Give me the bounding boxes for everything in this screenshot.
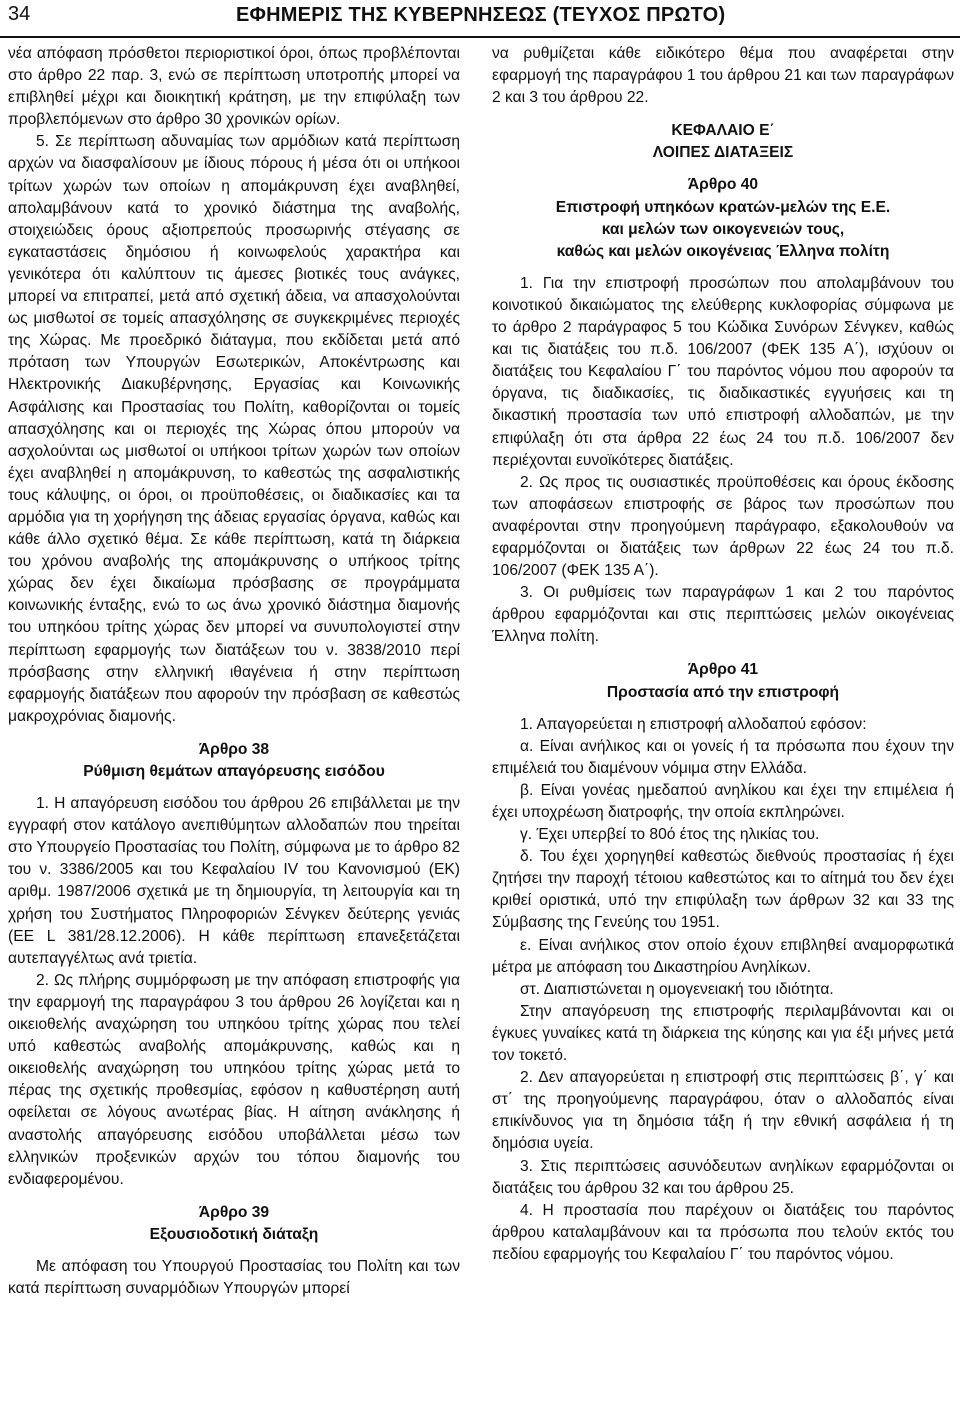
article-38-title: Άρθρο 38	[198, 740, 270, 758]
paragraph: 2. Ως πλήρης συμμόρφωση με την απόφαση επιστροφής για την εφαρμογή της παραγράφου 3 του άρθρου 26 λογίζεται και η οικειοθελής αναχώρηση του υπηκόου τρίτης χώρας που τελεί υπό καθεστώς αναβολής απομάκρυνσης, καθώς και η οικειοθελής αναχώρηση του υπηκόου τρίτης χώρας μετά το πέρας της σχετικής προθεσμίας, εφόσον η καθυστέρηση αυτή οφείλεται σε λόγους ανωτέρας βίας. Η αίτηση ανάκλησης ή αναστολής απαγόρευσης εισόδου υποβάλλεται μέσω των ελληνικών προξενικών αρχών του τόπου διαμονής του ενδιαφερομένου.	[8, 971, 460, 1188]
paragraph: 5. Σε περίπτωση αδυναμίας των αρμόδιων κατά περίπτωση αρχών να διασφαλίσουν με ίδιους πόρους ή μέσα ότι οι υπήκοοι τρίτων χωρών των οποίων η απομάκρυνση έχει αναβληθεί, απολαμβάνουν κατά το χρονικό διάστημα της αναβολής, στοιχειώδεις όρους αξιοπρεπούς προσωρινής στέγασης σε εγκαταστάσεις δημόσιου ή κοινωφελούς χαρακτήρα και γενικότερα ότι καλύπτουν τις άμεσες βιοτικές τους ανάγκες, μπορεί να επιτραπεί, μετά από σχετική άδεια, να απασχολούνται ως μισθωτοί σε τομείς απασχόλησης σε συγκεκριμένες περιοχές της Χώρας. Με προεδρικό διάταγμα, που εκδίδεται μετά από πρόταση των Υπουργών Εσωτερικών, Αποκέντρωσης και Ηλεκτρονικής Διακυβέρνησης, Εργασίας και Κοινωνικής Ασφάλισης και Προστασίας του Πολίτη, καθορίζονται οι τομείς απασχόλησης και οι περιοχές της Χώρας όπου μπορούν να ασχολούνται ως μισθωτοί οι υπήκοοι τρίτων χωρών των οποίων έχει αναβληθεί η απομάκρυνση, το καθεστώς της ασφαλιστικής τους κάλυψης, οι όροι, οι προϋποθέσεις, οι διαδικασίες και τα αρμόδια για τη χορήγηση της άδειας εργασίας όργανα, καθώς και κάθε άλλο σχετικό θέμα. Σε κάθε περίπτωση, κατά τη διάρκεια του χρόνου αναβολής της απομάκρυνσης ο υπήκοος τρίτης χώρας δεν έχει δικαίωμα πρόσβασης σε προγράμματα κοινωνικής ένταξης, ενώ το ως άνω χρονικό διάστημα διαμονής του υπηκόου τρίτης χώρας δεν μπορεί να συνυπολογιστεί στην περίπτωση εφαρμογής των διατάξεων του ν. 3838/2010 περί πρόσβασης στην ελληνική ιθαγένεια ή στην περίπτωση εφαρμογής διατάξεων που αφορούν την πρόσβαση σε καθεστώς μακροχρόνιας διαμονής.	[8, 133, 460, 725]
paragraph: Με απόφαση του Υπουργού Προστασίας του Πολίτη και των κατά περίπτωση συναρμόδιων Υπουργών μπορεί	[8, 1257, 460, 1298]
list-item: α. Είναι ανήλικος και οι γονείς ή τα πρόσωπα που έχουν την επιμέλειά του διαμένουν νόμιμα στην Ελλάδα.	[492, 737, 954, 777]
article-41-subtitle: Προστασία από την επιστροφή	[606, 683, 840, 701]
list-item: γ. Έχει υπερβεί το 80ό έτος της ηλικίας του.	[520, 826, 820, 844]
article-39-title: Άρθρο 39	[198, 1203, 270, 1221]
article-40-title: Άρθρο 40	[687, 176, 759, 194]
paragraph: 2. Δεν απαγορεύεται η επιστροφή στις περιπτώσεις β΄, γ΄ και στ΄ της προηγούμενης παραγράφου, όταν ο αλλοδαπός είναι επικίνδυνος για τη δημόσια τάξη ή την εθνική ασφάλεια ή τη δημόσια υγεία.	[492, 1069, 954, 1153]
chapter-subtitle: ΛΟΙΠΕΣ ΔΙΑΤΑΞΕΙΣ	[652, 144, 794, 162]
paragraph: 3. Στις περιπτώσεις ασυνόδευτων ανηλίκων εφαρμόζονται οι διατάξεις του άρθρου 32 και του άρθρου 25.	[492, 1157, 954, 1197]
paragraph: 1. Για την επιστροφή προσώπων που απολαμβάνουν του κοινοτικού δικαιώματος της ελεύθερης κυκλοφορίας σύμφωνα με το άρθρο 2 παράγραφος 5 του Κώδικα Συνόρων Σένγκεν, καθώς και τις διατάξεις του π.δ. 106/2007 (ΦΕΚ 135 Α΄), ισχύουν οι διατάξεις του Κεφαλαίου Γ΄ του παρόντος νόμου που αφορούν τα όργανα, τις διαδικασίες, τις διαδικαστικές εγγυήσεις και τη δικαστική προστασία των υπό επιστροφή αλλοδαπών, με την επιφύλαξη ότι στα άρθρα 22 έως 24 του π.δ. 106/2007 δεν περιέχονται ευνοϊκότερες διατάξεις.	[492, 274, 954, 469]
paragraph: να ρυθμίζεται κάθε ειδικότερο θέμα που αναφέρεται στην εφαρμογή της παραγράφου 1 του άρθρου 21 και των παραγράφων 2 και 3 του άρθρου 22.	[492, 45, 954, 107]
article-39-subtitle: Εξουσιοδοτική διάταξη	[149, 1225, 319, 1243]
list-item: στ. Διαπιστώνεται η ομογενειακή του ιδιότητα.	[520, 980, 834, 998]
page-number: 34	[8, 3, 31, 25]
header-rule	[0, 36, 960, 38]
paragraph: 4. Η προστασία που παρέχουν οι διατάξεις του παρόντος άρθρου καταλαμβάνουν και τα πρόσωπα που τελούν εκτός του πεδίου εφαρμογής του Κεφαλαίου Γ΄ του παρόντος νόμου.	[492, 1201, 954, 1263]
paragraph: 1. Η απαγόρευση εισόδου του άρθρου 26 επιβάλλεται με την εγγραφή στον κατάλογο ανεπιθύμητων αλλοδαπών που τηρείται στο Υπουργείο Προστασίας του Πολίτη, σύμφωνα με το άρθρο 82 του ν. 3386/2005 και του Κεφαλαίου IV του Κανονισμού (ΕΚ) αριθμ. 1987/2006 σχετικά με τη δημιουργία, τη λειτουργία και τη χρήση του Συστήματος Πληροφοριών Σένγκεν δεύτερης γενιάς (ΕΕ L 381/28.12.2006). Η κάθε περίπτωση επανεξετάζεται αυτεπαγγέλτως ανά τριετία.	[8, 795, 460, 967]
paragraph: 1. Απαγορεύεται η επιστροφή αλλοδαπού εφόσον:	[520, 715, 867, 733]
list-item: δ. Του έχει χορηγηθεί καθεστώς διεθνούς προστασίας ή έχει ζητήσει την παροχή τέτοιου καθεστώτος και το αίτημά του δεν έχει κριθεί οριστικά, υπό την επιφύλαξη των άρθρων 32 και 33 της Σύμβασης της Γενεύης του 1951.	[492, 848, 954, 932]
article-40-subtitle: καθώς και μελών οικογένειας Έλληνα πολίτη	[556, 242, 890, 260]
page-header	[0, 0, 960, 36]
left-column	[8, 43, 460, 1300]
paragraph: 3. Οι ρυθμίσεις των παραγράφων 1 και 2 του παρόντος άρθρου εφαρμόζονται και στις περιπτώσεις μελών οικογένειας Έλληνα πολίτη.	[492, 584, 954, 646]
article-41-title: Άρθρο 41	[687, 661, 759, 679]
list-item: ε. Είναι ανήλικος στον οποίο έχουν επιβληθεί αναμορφωτικά μέτρα με απόφαση του Δικαστηρίου Ανηλίκων.	[492, 936, 954, 976]
list-item: β. Είναι γονέας ημεδαπού ανηλίκου και έχει την επιμέλεια ή έχει υποχρέωση διατροφής, την οποία εκπληρώνει.	[492, 781, 954, 821]
paragraph: νέα απόφαση πρόσθετοι περιοριστικοί όροι, όπως προβλέπονται στο άρθρο 22 παρ. 3, ενώ σε περίπτωση υποτροπής μπορεί να επιβληθεί μέχρι και διοικητική κράτηση, με την επιφύλαξη των προβλεπόμενων στο άρθρο 30 χρονικών ορίων.	[8, 45, 460, 129]
chapter-title: ΚΕΦΑΛΑΙΟ Ε΄	[671, 122, 775, 140]
gazette-title: ΕΦΗΜΕΡΙΣ ΤΗΣ ΚΥΒΕΡΝΗΣΕΩΣ (ΤΕΥΧΟΣ ΠΡΩΤΟ)	[236, 4, 726, 26]
article-38-subtitle: Ρύθμιση θεμάτων απαγόρευσης εισόδου	[83, 763, 385, 780]
paragraph: Στην απαγόρευση της επιστροφής περιλαμβάνονται και οι έγκυες γυναίκες κατά τη διάρκεια της κύησης και για έξι μήνες μετά τον τοκετό.	[492, 1002, 954, 1065]
article-40-subtitle: και μελών των οικογενειών τους,	[601, 220, 845, 238]
paragraph: 2. Ως προς τις ουσιαστικές προϋποθέσεις και όρους έκδοσης των αποφάσεων επιστροφής σε βάρος των προσώπων που αναφέρονται στην προηγούμενη παράγραφο, εξακολουθούν να εφαρμόζονται οι διατάξεις των άρθρων 22 έως 24 του π.δ. 106/2007 (ΦΕΚ 135 Α΄).	[492, 473, 954, 580]
article-40-subtitle: Επιστροφή υπηκόων κρατών-μελών της Ε.Ε.	[555, 198, 891, 216]
right-column	[492, 43, 954, 1266]
